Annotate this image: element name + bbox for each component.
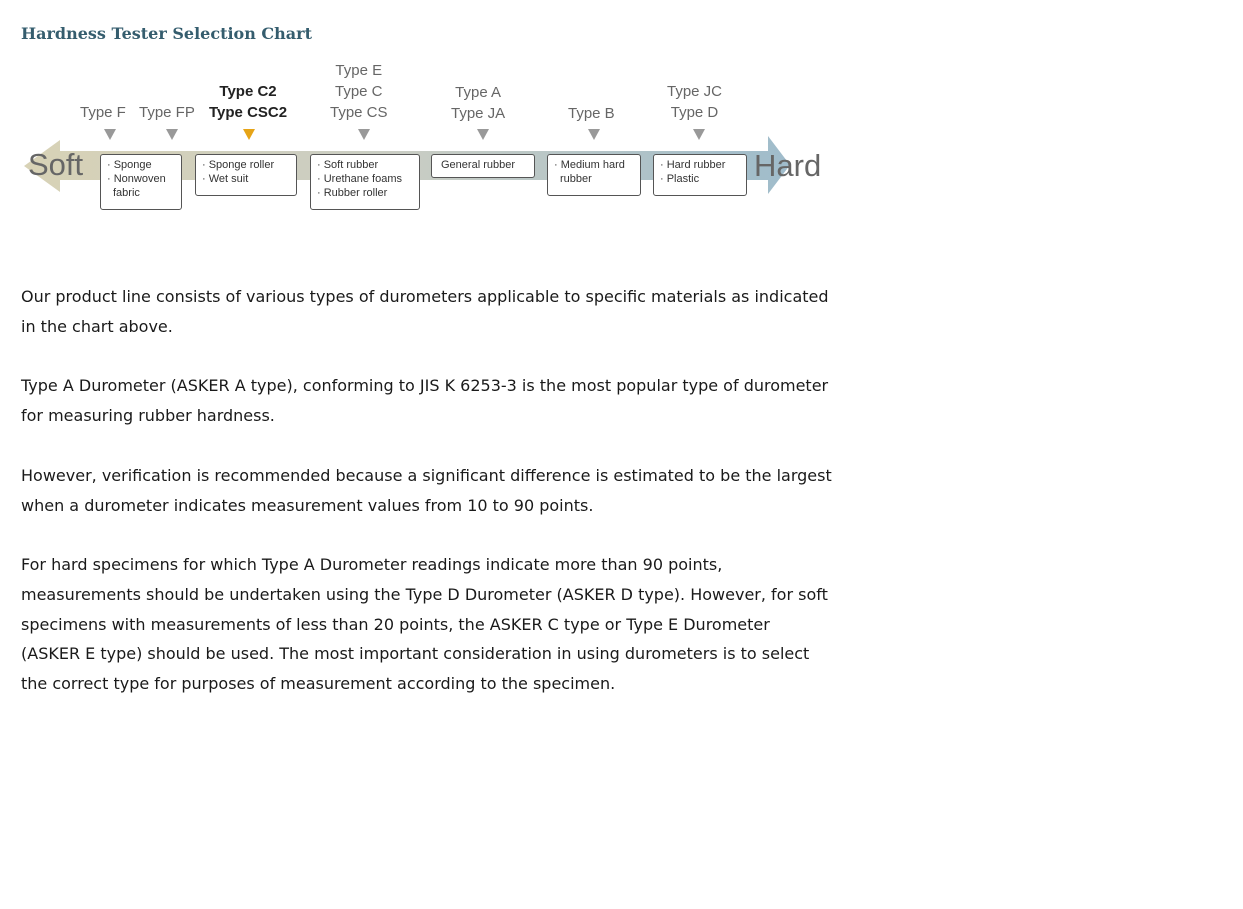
materials-box-jc-d: · Hard rubber · Plastic bbox=[653, 154, 747, 196]
type-e-c-cs-label: Type E Type C Type CS bbox=[330, 62, 388, 121]
pointer-icon bbox=[358, 129, 370, 140]
pointer-icon-highlight bbox=[243, 129, 255, 140]
type-fp-label: Type FP bbox=[139, 104, 195, 121]
page-title: Hardness Tester Selection Chart bbox=[21, 24, 312, 43]
type-b-label: Type B bbox=[568, 105, 615, 122]
hardness-selection-chart bbox=[24, 58, 834, 218]
paragraph-type-a: Type A Durometer (ASKER A type), conforming to JIS K 6253-3 is the most popular type of durometer for measuring rubber hardness. bbox=[21, 376, 829, 425]
paragraph-verification: However, verification is recommended because a significant difference is estimated to be the largest when a durometer indicates measurement values from 10 to 90 points. bbox=[21, 466, 832, 515]
type-c2-label: Type C2 Type CSC2 bbox=[209, 83, 288, 121]
materials-box-e-c-cs: · Soft rubber · Urethane foams · Rubber roller bbox=[310, 154, 420, 210]
type-jc-d-label: Type JC Type D bbox=[667, 83, 723, 121]
pointer-icon bbox=[166, 129, 178, 140]
soft-label: Soft bbox=[28, 147, 84, 182]
pointer-icon bbox=[104, 129, 116, 140]
materials-box-a-ja: General rubber bbox=[431, 154, 535, 178]
pointer-icon bbox=[477, 129, 489, 140]
materials-box-c2: · Sponge roller · Wet suit bbox=[195, 154, 297, 196]
paragraph-hard-soft-specimens: For hard specimens for which Type A Durometer readings indicate more than 90 points, measurements should be undertaken using the Type D Durometer (ASKER D type). However, for soft specimens with measurements of less than 20 points, the ASKER C type or Type E Durometer (ASKER E type) should be used. The most important consideration in using durometers is to select the correct type for purposes of measurement according to the specimen. bbox=[21, 555, 828, 694]
materials-box-b: · Medium hard rubber bbox=[547, 154, 641, 196]
hard-label: Hard bbox=[754, 148, 822, 183]
pointer-icon bbox=[588, 129, 600, 140]
pointer-icon bbox=[693, 129, 705, 140]
type-f-label: Type F bbox=[80, 104, 126, 121]
paragraph-intro: Our product line consists of various types of durometers applicable to specific materials as indicated in the chart above. bbox=[21, 287, 829, 336]
materials-box-f: · Sponge · Nonwoven fabric bbox=[100, 154, 182, 210]
type-a-ja-label: Type A Type JA bbox=[451, 84, 506, 122]
